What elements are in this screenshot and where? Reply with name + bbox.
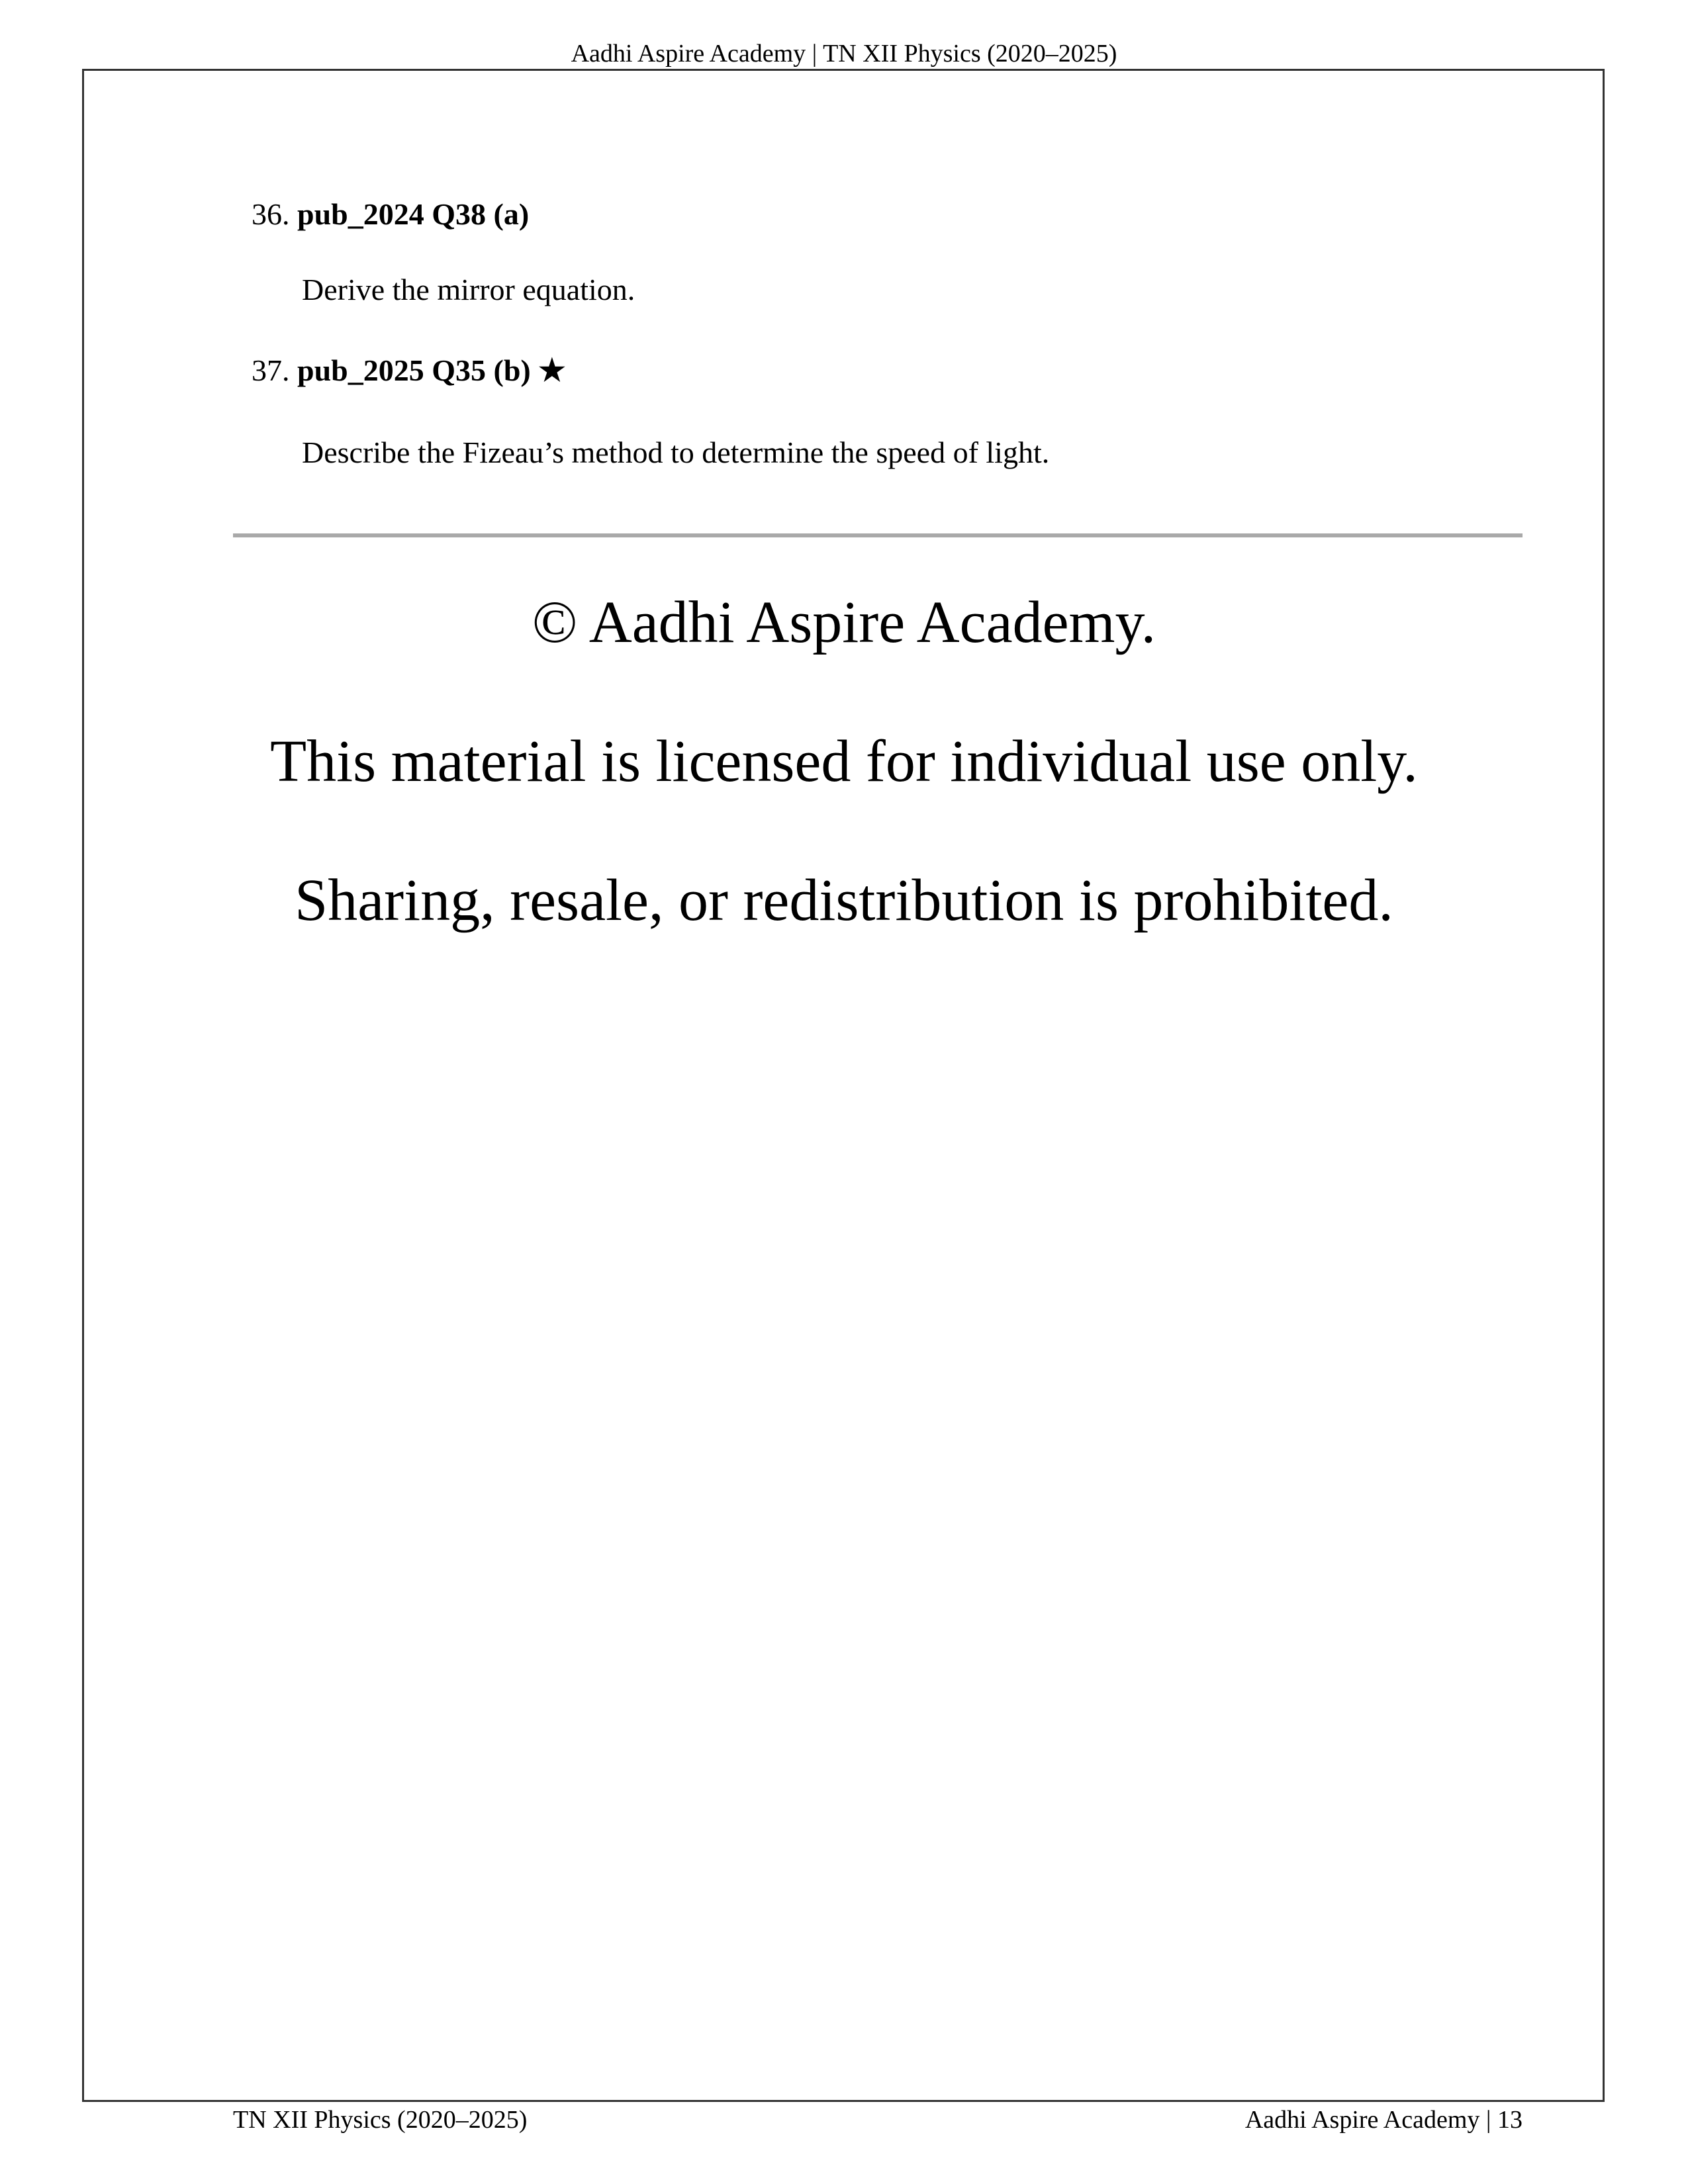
- question-number: 37.: [252, 353, 290, 387]
- restriction-notice: Sharing, resale, or redistribution is prohibited.: [295, 868, 1393, 933]
- question-title: pub_2025 Q35 (b) ★: [297, 353, 566, 387]
- question-body-37: Describe the Fizeau’s method to determine the speed of light.: [302, 435, 1050, 469]
- question-number: 36.: [252, 197, 290, 231]
- question-heading-36: [252, 195, 529, 234]
- license-notice: This material is licensed for individual use only.: [270, 729, 1418, 794]
- footer-page-label: Aadhi Aspire Academy | 13: [1244, 2106, 1523, 2134]
- section-divider: [233, 533, 1523, 537]
- question-title: pub_2024 Q38 (a): [297, 197, 530, 231]
- question-heading-37: [252, 351, 566, 390]
- footer-course-title: TN XII Physics (2020–2025): [233, 2106, 528, 2134]
- question-body-36: Derive the mirror equation.: [302, 273, 635, 306]
- running-header: Aadhi Aspire Academy | TN XII Physics (2020–2025): [571, 40, 1117, 68]
- copyright-notice: © Aadhi Aspire Academy.: [532, 590, 1156, 655]
